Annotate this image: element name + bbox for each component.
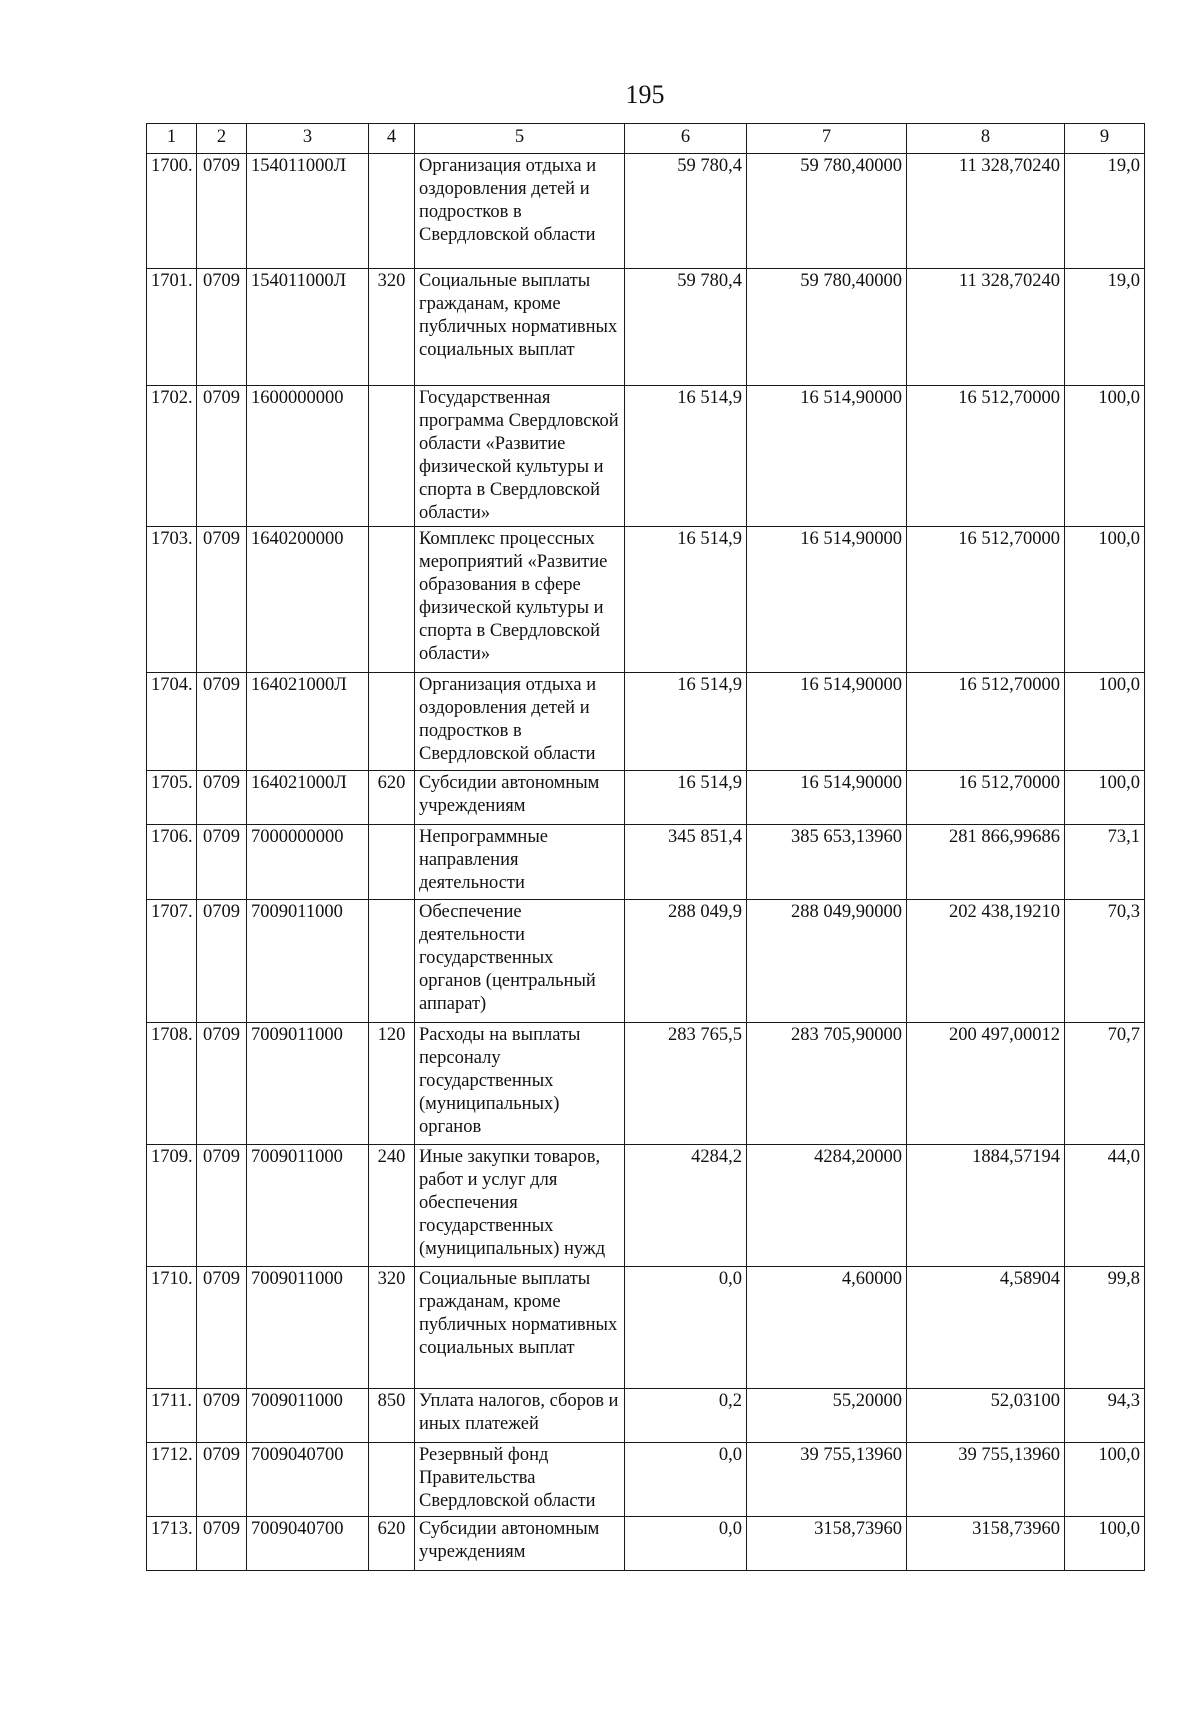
execution-percent: 19,0	[1065, 154, 1145, 269]
planned-amount: 345 851,4	[625, 825, 747, 900]
expense-type-code: 850	[369, 1389, 415, 1443]
table-row	[147, 1517, 1145, 1571]
expense-type-code	[369, 527, 415, 673]
row-number: 1707.	[147, 900, 197, 1023]
execution-percent: 100,0	[1065, 1443, 1145, 1517]
target-article-code: 154011000Л	[247, 154, 369, 269]
planned-amount: 4284,2	[625, 1145, 747, 1267]
expense-name: Расходы на выплаты персоналу государственных (муниципальных) органов	[415, 1023, 625, 1145]
executed-amount: 52,03100	[907, 1389, 1065, 1443]
refined-amount: 55,20000	[747, 1389, 907, 1443]
section-code: 0709	[197, 1389, 247, 1443]
target-article-code: 7009040700	[247, 1443, 369, 1517]
planned-amount: 59 780,4	[625, 269, 747, 386]
target-article-code: 7000000000	[247, 825, 369, 900]
refined-amount: 16 514,90000	[747, 771, 907, 825]
expense-name: Организация отдыха и оздоровления детей и подростков в Свердловской области	[415, 154, 625, 269]
row-number: 1713.	[147, 1517, 197, 1571]
executed-amount: 1884,57194	[907, 1145, 1065, 1267]
row-number: 1708.	[147, 1023, 197, 1145]
expense-name: Уплата налогов, сборов и иных платежей	[415, 1389, 625, 1443]
section-code: 0709	[197, 269, 247, 386]
target-article-code: 164021000Л	[247, 673, 369, 771]
execution-percent: 99,8	[1065, 1267, 1145, 1389]
refined-amount: 283 705,90000	[747, 1023, 907, 1145]
table-row	[147, 1023, 1145, 1145]
executed-amount: 4,58904	[907, 1267, 1065, 1389]
expense-name: Субсидии автономным учреждениям	[415, 1517, 625, 1571]
planned-amount: 16 514,9	[625, 771, 747, 825]
refined-amount: 288 049,90000	[747, 900, 907, 1023]
refined-amount: 16 514,90000	[747, 673, 907, 771]
execution-percent: 100,0	[1065, 771, 1145, 825]
executed-amount: 11 328,70240	[907, 269, 1065, 386]
target-article-code: 1640200000	[247, 527, 369, 673]
expense-type-code: 620	[369, 1517, 415, 1571]
row-number: 1705.	[147, 771, 197, 825]
refined-amount: 3158,73960	[747, 1517, 907, 1571]
section-code: 0709	[197, 527, 247, 673]
executed-amount: 39 755,13960	[907, 1443, 1065, 1517]
column-header: 9	[1065, 124, 1145, 154]
table-row	[147, 1389, 1145, 1443]
column-header: 4	[369, 124, 415, 154]
section-code: 0709	[197, 1145, 247, 1267]
expense-type-code	[369, 673, 415, 771]
expense-type-code: 120	[369, 1023, 415, 1145]
planned-amount: 59 780,4	[625, 154, 747, 269]
page-number: 195	[625, 80, 665, 109]
execution-percent: 73,1	[1065, 825, 1145, 900]
expense-type-code: 240	[369, 1145, 415, 1267]
section-code: 0709	[197, 1267, 247, 1389]
executed-amount: 16 512,70000	[907, 673, 1065, 771]
execution-percent: 19,0	[1065, 269, 1145, 386]
section-code: 0709	[197, 771, 247, 825]
execution-percent: 70,7	[1065, 1023, 1145, 1145]
section-code: 0709	[197, 900, 247, 1023]
budget-table	[146, 123, 1145, 1571]
expense-type-code	[369, 386, 415, 527]
target-article-code: 7009011000	[247, 1023, 369, 1145]
row-number: 1701.	[147, 269, 197, 386]
target-article-code: 7009011000	[247, 1267, 369, 1389]
table-row	[147, 771, 1145, 825]
row-number: 1700.	[147, 154, 197, 269]
expense-name: Резервный фонд Правительства Свердловской области	[415, 1443, 625, 1517]
expense-name: Социальные выплаты гражданам, кроме публичных нормативных социальных выплат	[415, 1267, 625, 1389]
refined-amount: 385 653,13960	[747, 825, 907, 900]
column-header: 7	[747, 124, 907, 154]
execution-percent: 70,3	[1065, 900, 1145, 1023]
expense-type-code: 320	[369, 1267, 415, 1389]
refined-amount: 16 514,90000	[747, 527, 907, 673]
section-code: 0709	[197, 1023, 247, 1145]
executed-amount: 281 866,99686	[907, 825, 1065, 900]
expense-name: Комплекс процессных мероприятий «Развитие образования в сфере физической культуры и спорта в Свердловской области»	[415, 527, 625, 673]
executed-amount: 16 512,70000	[907, 527, 1065, 673]
executed-amount: 16 512,70000	[907, 386, 1065, 527]
execution-percent: 100,0	[1065, 527, 1145, 673]
table-row	[147, 1443, 1145, 1517]
expense-name: Обеспечение деятельности государственных органов (центральный аппарат)	[415, 900, 625, 1023]
target-article-code: 7009040700	[247, 1517, 369, 1571]
planned-amount: 0,0	[625, 1267, 747, 1389]
target-article-code: 164021000Л	[247, 771, 369, 825]
execution-percent: 100,0	[1065, 386, 1145, 527]
section-code: 0709	[197, 1517, 247, 1571]
target-article-code: 154011000Л	[247, 269, 369, 386]
executed-amount: 202 438,19210	[907, 900, 1065, 1023]
planned-amount: 0,0	[625, 1443, 747, 1517]
execution-percent: 44,0	[1065, 1145, 1145, 1267]
refined-amount: 4,60000	[747, 1267, 907, 1389]
expense-name: Государственная программа Свердловской области «Развитие физической культуры и спорта в Свердловской области»	[415, 386, 625, 527]
expense-type-code: 620	[369, 771, 415, 825]
expense-type-code	[369, 900, 415, 1023]
execution-percent: 94,3	[1065, 1389, 1145, 1443]
planned-amount: 16 514,9	[625, 527, 747, 673]
target-article-code: 1600000000	[247, 386, 369, 527]
expense-name: Организация отдыха и оздоровления детей и подростков в Свердловской области	[415, 673, 625, 771]
refined-amount: 4284,20000	[747, 1145, 907, 1267]
section-code: 0709	[197, 825, 247, 900]
expense-type-code	[369, 1443, 415, 1517]
row-number: 1706.	[147, 825, 197, 900]
row-number: 1703.	[147, 527, 197, 673]
executed-amount: 3158,73960	[907, 1517, 1065, 1571]
planned-amount: 288 049,9	[625, 900, 747, 1023]
header-row	[147, 124, 1145, 154]
table-row	[147, 527, 1145, 673]
row-number: 1711.	[147, 1389, 197, 1443]
executed-amount: 200 497,00012	[907, 1023, 1065, 1145]
refined-amount: 59 780,40000	[747, 154, 907, 269]
row-number: 1702.	[147, 386, 197, 527]
planned-amount: 0,0	[625, 1517, 747, 1571]
table-row	[147, 825, 1145, 900]
column-header: 1	[147, 124, 197, 154]
column-header: 8	[907, 124, 1065, 154]
section-code: 0709	[197, 1443, 247, 1517]
target-article-code: 7009011000	[247, 1389, 369, 1443]
planned-amount: 0,2	[625, 1389, 747, 1443]
row-number: 1704.	[147, 673, 197, 771]
table-row	[147, 900, 1145, 1023]
table-row	[147, 1145, 1145, 1267]
row-number: 1709.	[147, 1145, 197, 1267]
expense-name: Социальные выплаты гражданам, кроме публичных нормативных социальных выплат	[415, 269, 625, 386]
target-article-code: 7009011000	[247, 1145, 369, 1267]
planned-amount: 283 765,5	[625, 1023, 747, 1145]
table-header	[147, 124, 1145, 154]
table-body	[147, 154, 1145, 1571]
table-row	[147, 269, 1145, 386]
section-code: 0709	[197, 673, 247, 771]
table-row	[147, 1267, 1145, 1389]
expense-type-code	[369, 154, 415, 269]
refined-amount: 16 514,90000	[747, 386, 907, 527]
column-header: 6	[625, 124, 747, 154]
expense-name: Иные закупки товаров, работ и услуг для обеспечения государственных (муниципальных) нужд	[415, 1145, 625, 1267]
refined-amount: 59 780,40000	[747, 269, 907, 386]
column-header: 5	[415, 124, 625, 154]
column-header: 2	[197, 124, 247, 154]
expense-type-code	[369, 825, 415, 900]
row-number: 1710.	[147, 1267, 197, 1389]
execution-percent: 100,0	[1065, 1517, 1145, 1571]
table-row	[147, 386, 1145, 527]
expense-name: Непрограммные направления деятельности	[415, 825, 625, 900]
row-number: 1712.	[147, 1443, 197, 1517]
expense-type-code: 320	[369, 269, 415, 386]
executed-amount: 16 512,70000	[907, 771, 1065, 825]
planned-amount: 16 514,9	[625, 673, 747, 771]
execution-percent: 100,0	[1065, 673, 1145, 771]
table-row	[147, 154, 1145, 269]
section-code: 0709	[197, 154, 247, 269]
column-header: 3	[247, 124, 369, 154]
section-code: 0709	[197, 386, 247, 527]
executed-amount: 11 328,70240	[907, 154, 1065, 269]
table-row	[147, 673, 1145, 771]
expense-name: Субсидии автономным учреждениям	[415, 771, 625, 825]
target-article-code: 7009011000	[247, 900, 369, 1023]
planned-amount: 16 514,9	[625, 386, 747, 527]
refined-amount: 39 755,13960	[747, 1443, 907, 1517]
